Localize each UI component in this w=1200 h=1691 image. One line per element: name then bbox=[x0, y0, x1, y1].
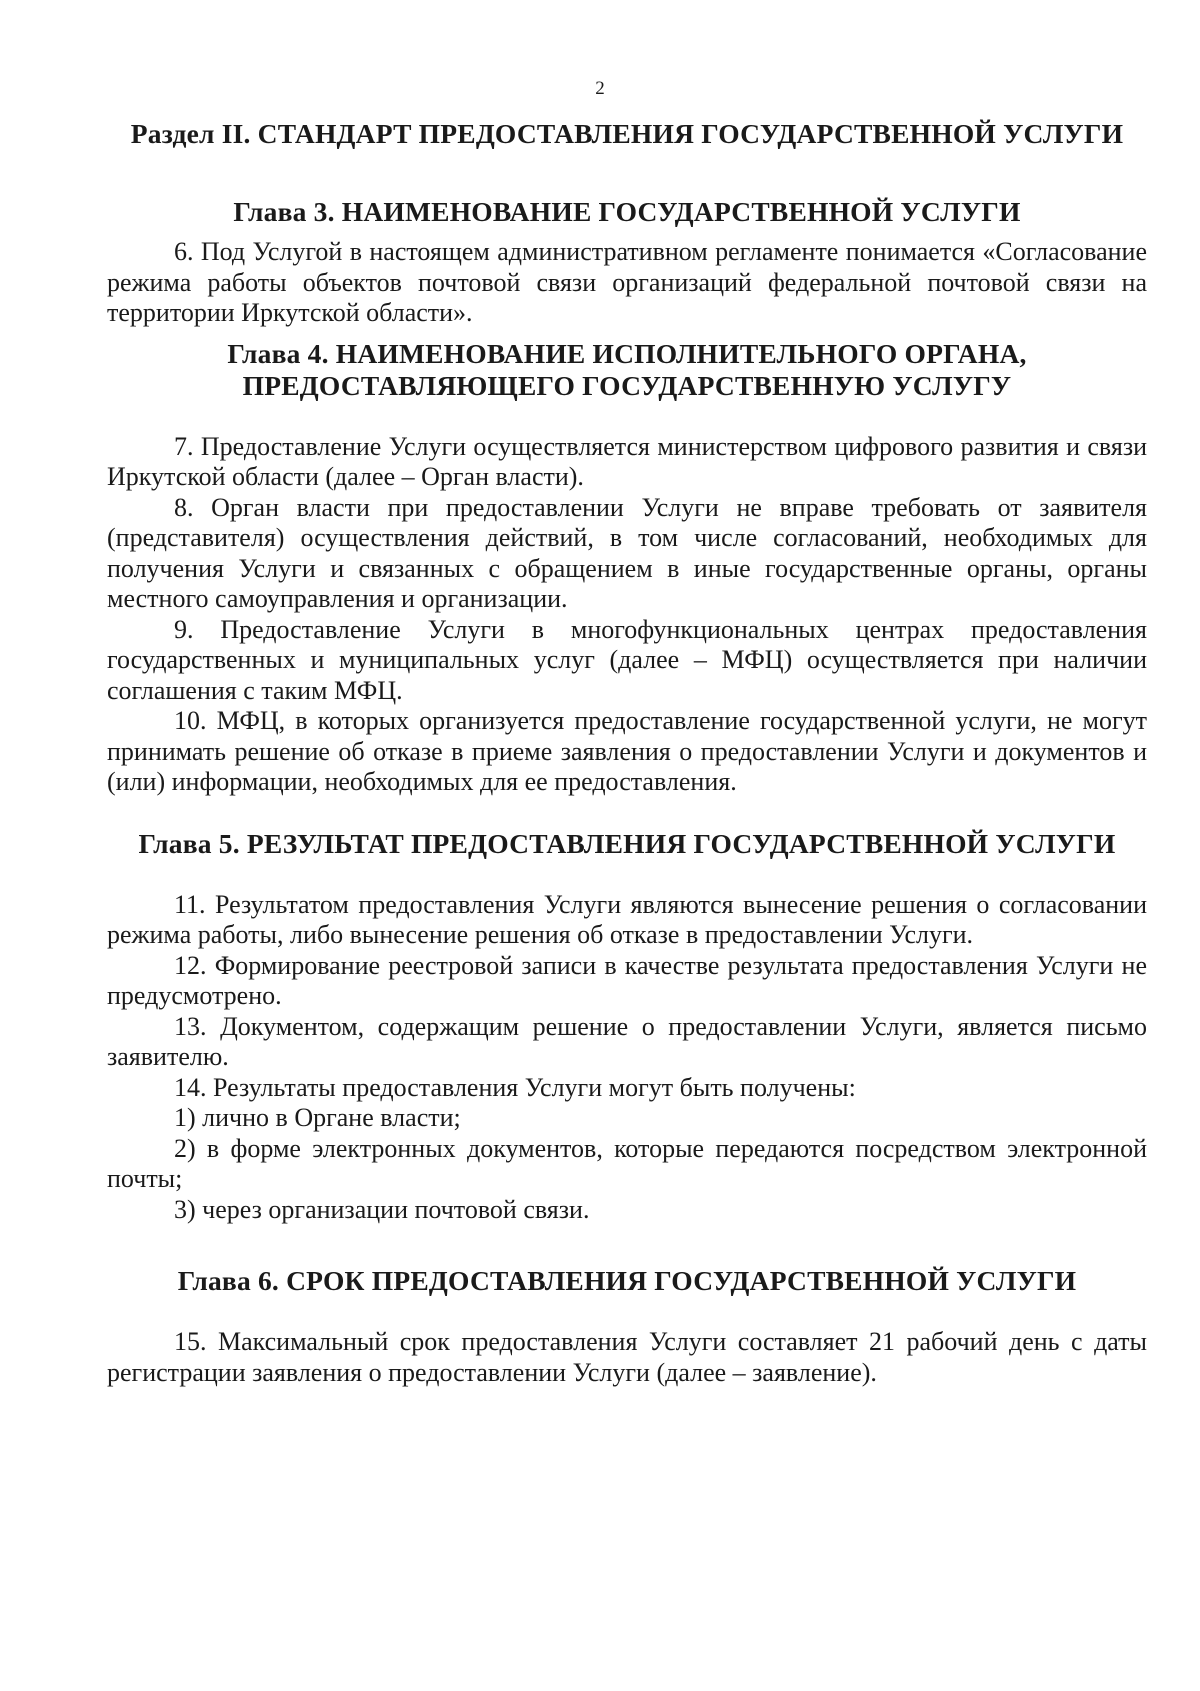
paragraph-15: 15. Максимальный срок предоставления Услуги составляет 21 рабочий день с даты регистрации заявления о предоставлении Услуги (далее – заявление). bbox=[107, 1327, 1147, 1387]
list-item-2: 2) в форме электронных документов, которые передаются посредством электронной почты; bbox=[107, 1133, 1147, 1193]
list-item-3: 3) через организации почтовой связи. bbox=[174, 1194, 590, 1224]
list-item-1: 1) лично в Органе власти; bbox=[174, 1103, 461, 1132]
paragraph-7: 7. Предоставление Услуги осуществляется министерством цифрового развития и связи Иркутской области (далее – Орган власти). bbox=[107, 431, 1147, 491]
paragraph-12: 12. Формирование реестровой записи в качестве результата предоставления Услуги не предусмотрено. bbox=[107, 950, 1147, 1010]
paragraph-10: 10. МФЦ, в которых организуется предоставление государственной услуги, не могут принимать решение об отказе в приеме заявления о предоставлении Услуги и документов и (или) информации, необходимых для ее предоставления. bbox=[107, 706, 1147, 796]
chapter-3-title: Глава 3. НАИМЕНОВАНИЕ ГОСУДАРСТВЕННОЙ УСЛУГИ bbox=[233, 196, 1021, 227]
paragraph-8: 8. Орган власти при предоставлении Услуги не вправе требовать от заявителя (представителя) осуществления действий, в том числе согласований, необходимых для получения Услуги и связанных с обращением в иные государственные органы, органы местного самоуправления и организации. bbox=[107, 492, 1147, 613]
chapter-4-title-line-2: ПРЕДОСТАВЛЯЮЩЕГО ГОСУДАРСТВЕННУЮ УСЛУГУ bbox=[242, 369, 1012, 401]
chapter-4-title-line-1: Глава 4. НАИМЕНОВАНИЕ ИСПОЛНИТЕЛЬНОГО ОРГАНА, bbox=[227, 337, 1027, 369]
chapter-6-title: Глава 6. СРОК ПРЕДОСТАВЛЕНИЯ ГОСУДАРСТВЕННОЙ УСЛУГИ bbox=[177, 1265, 1077, 1296]
document-body bbox=[107, 118, 1147, 1388]
page-number: 2 bbox=[595, 78, 605, 99]
paragraph-6: 6. Под Услугой в настоящем административном регламенте понимается «Согласование режима работы объектов почтовой связи организаций федеральной почтовой связи на территории Иркутской области». bbox=[107, 237, 1147, 327]
paragraph-9: 9. Предоставление Услуги в многофункциональных центрах предоставления государственных и муниципальных услуг (далее – МФЦ) осуществляется при наличии соглашения с таким МФЦ. bbox=[107, 614, 1147, 705]
paragraph-14: 14. Результаты предоставления Услуги могут быть получены: bbox=[174, 1072, 856, 1102]
chapter-5-title: Глава 5. РЕЗУЛЬТАТ ПРЕДОСТАВЛЕНИЯ ГОСУДАРСТВЕННОЙ УСЛУГИ bbox=[138, 827, 1116, 859]
paragraph-13: 13. Документом, содержащим решение о предоставлении Услуги, является письмо заявителю. bbox=[107, 1011, 1147, 1071]
paragraph-11: 11. Результатом предоставления Услуги являются вынесение решения о согласовании режима работы, либо вынесение решения об отказе в предоставлении Услуги. bbox=[107, 889, 1147, 949]
section-title: Раздел II. СТАНДАРТ ПРЕДОСТАВЛЕНИЯ ГОСУДАРСТВЕННОЙ УСЛУГИ bbox=[130, 118, 1124, 149]
